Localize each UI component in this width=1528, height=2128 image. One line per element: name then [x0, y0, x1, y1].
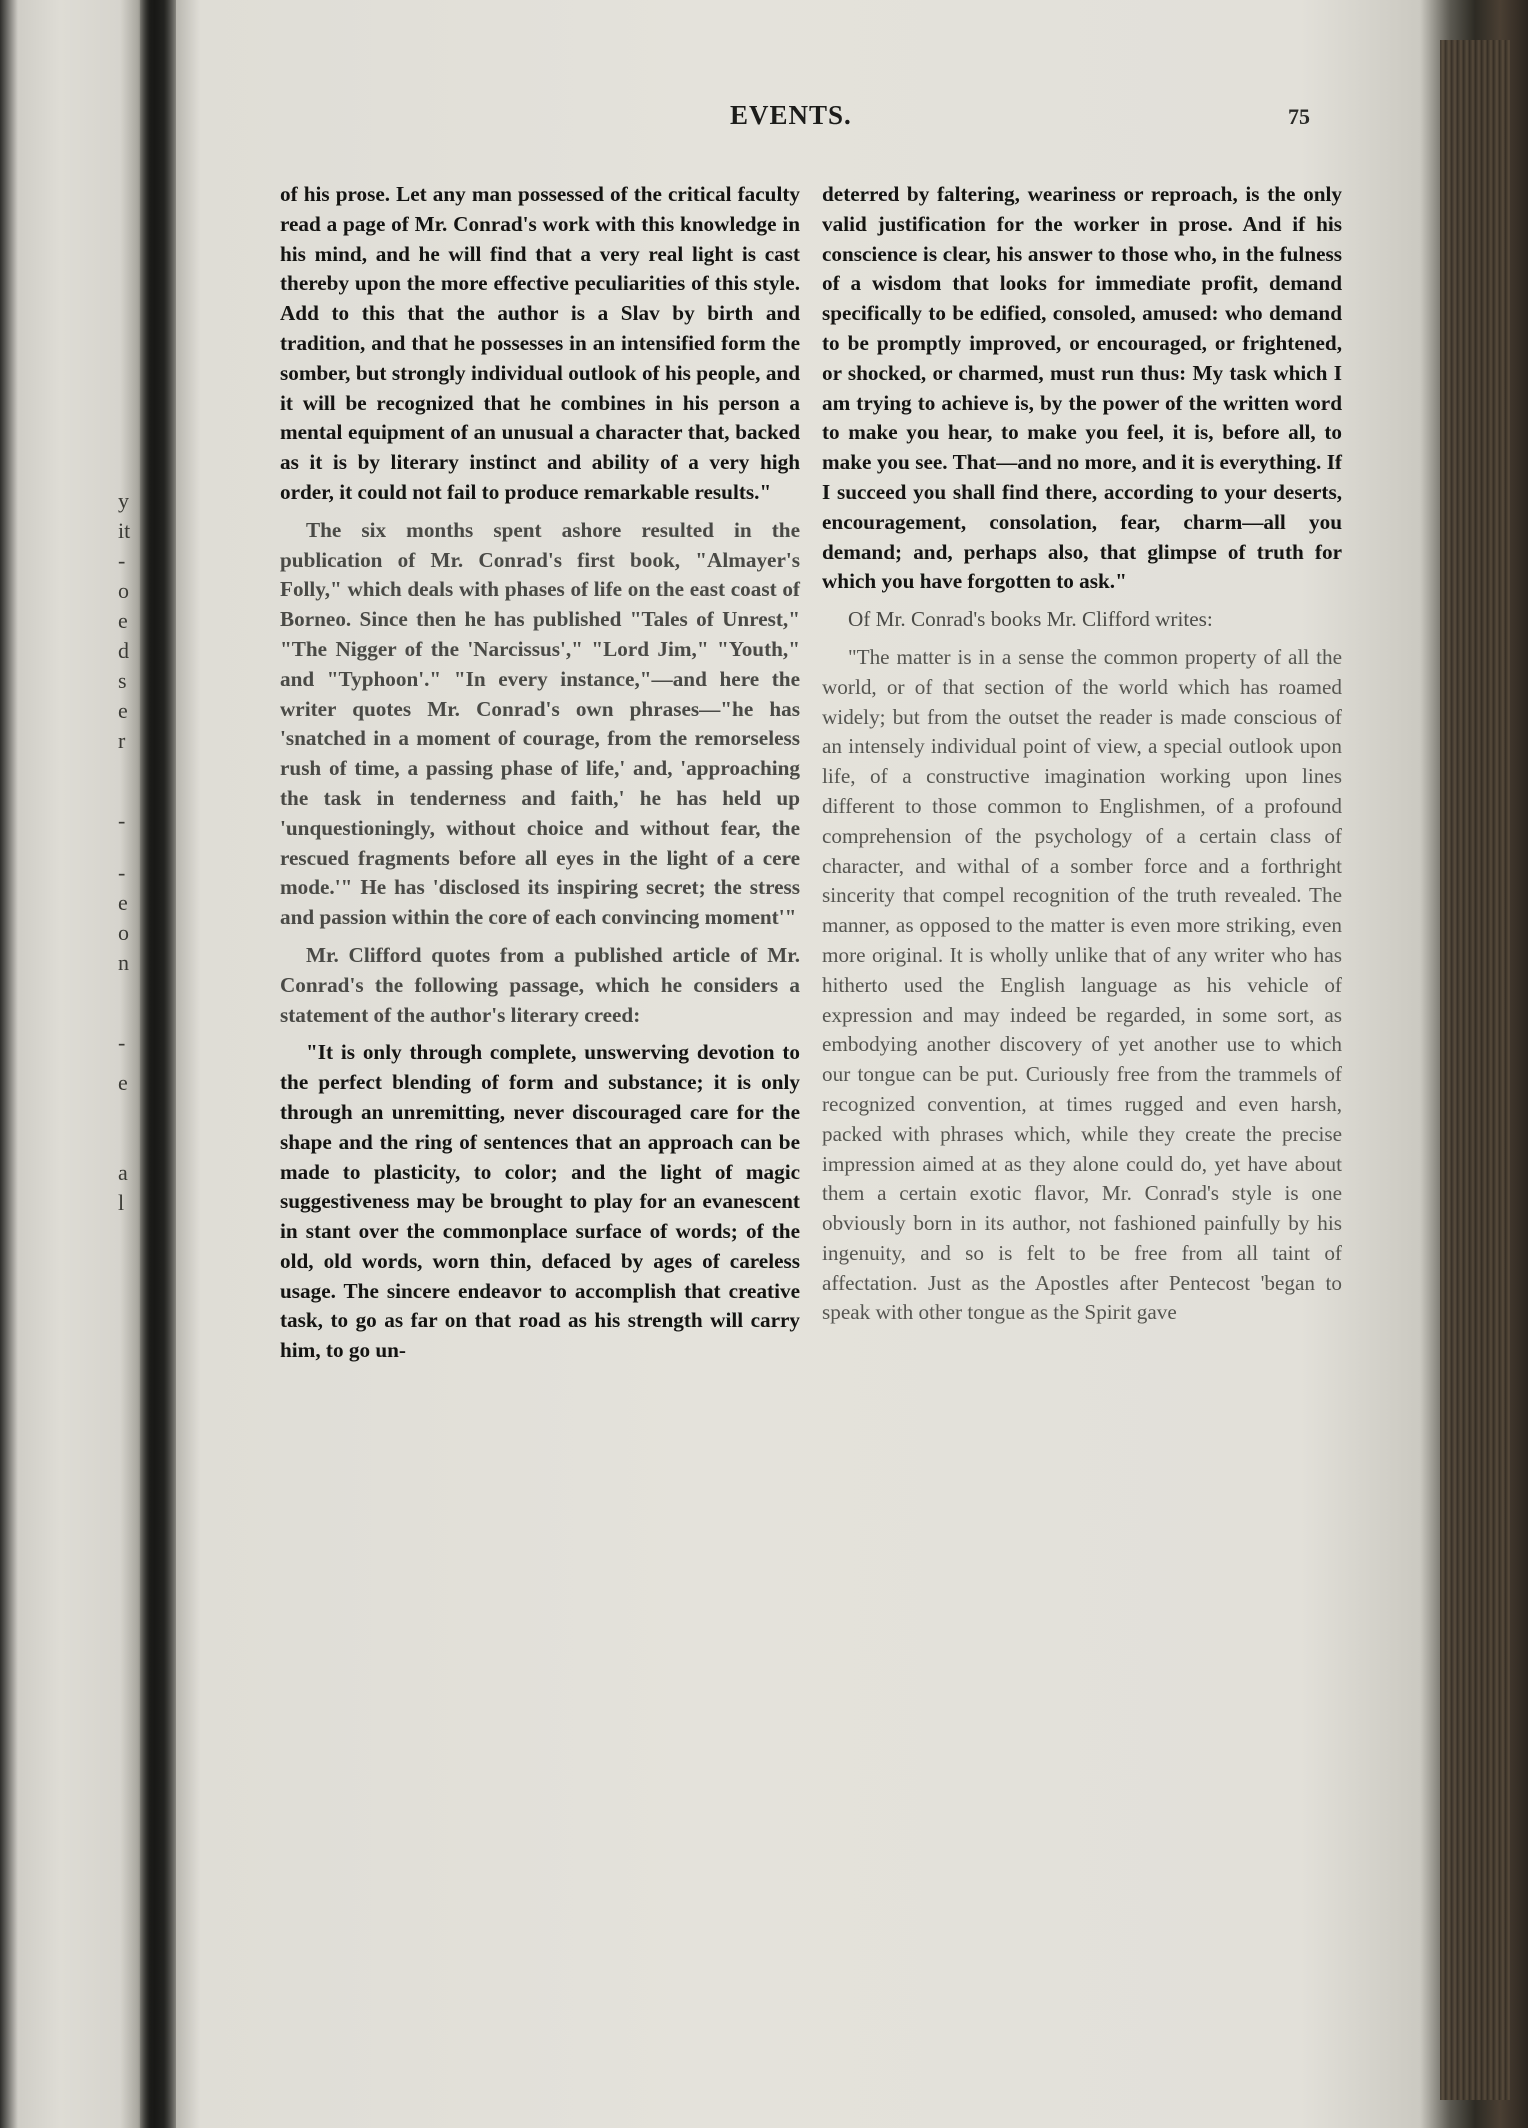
facing-page-fragment: - — [118, 860, 126, 885]
facing-page-fragment: s — [118, 668, 127, 693]
book-spine-shadow — [140, 0, 176, 2128]
paragraph: The six months spent ashore resulted in the publication of Mr. Conrad's first book, "Almayer's Folly," which deals with phases of life on the east coast of Borneo. Since then he has published "Tales of Unrest," "The Nigger of the 'Narcissus'," "Lord Jim," "Youth," and "Typhoon'." "In every instance,"—and here the writer quotes Mr. Conrad's own phrases—"he has 'snatched in a moment of courage, from the remorseless rush of time, a passing phase of life,' and, 'approaching the task in tenderness and faith,' he has held up 'unquestioningly, without choice and without fear, the rescued fragments before all eyes in the light of a cere mode.'" He has 'disclosed its inspiring secret; the stress and passion within the core of each convincing moment'" — [280, 517, 800, 930]
left-column — [280, 180, 800, 1374]
facing-page-fragment: n — [118, 950, 129, 975]
page-number: 75 — [1288, 104, 1310, 129]
facing-page-fragment: e — [118, 1070, 128, 1095]
page-header — [650, 100, 1340, 140]
facing-page-fragment: e — [118, 698, 128, 723]
paragraph: Of Mr. Conrad's books Mr. Clifford writes: — [848, 607, 1213, 632]
facing-page-fragment: e — [118, 608, 128, 633]
facing-page-fragment: - — [118, 548, 126, 573]
facing-page-fragment: - — [118, 808, 126, 833]
facing-page-fragment: l — [118, 1190, 125, 1215]
paragraph: "It is only through complete, unswerving devotion to the perfect blending of form and substance; it is only through an unremitting, never discouraged care for the shape and the ring of sentences that an approach can be made to plasticity, to color; and the light of magic suggestiveness may be brought to play for an evanescent in stant over the commonplace surface of words; of the old, old words, worn thin, defaced by ages of careless usage. The sincere endeavor to accomplish that creative task, to go as far on that road as his strength will carry him, to go un- — [280, 1040, 800, 1363]
paragraph: "The matter is in a sense the common property of all the world, or of that section of the world which has roamed widely; but from the outset the reader is made conscious of an intensely individual point of view, a special outlook upon life, of a constructive imagination working upon lines different to those common to Englishmen, of a profound comprehension of the psychology of a certain class of character, and withal of a somber force and a forthright sincerity that compel recognition of the truth revealed. The manner, as opposed to the matter is even more striking, even more original. It is wholly unlike that of any writer who has hitherto used the English language as his vehicle of expression and may indeed be regarded, in some sort, as embodying another discovery of yet another use to which our tongue can be put. Curiously free from the trammels of recognized convention, at times rugged and even harsh, packed with phrases which, while they create the precise impression aimed at as they alone could do, yet have about them a certain exotic flavor, Mr. Conrad's style is one obviously born in its author, not fashioned painfully by his ingenuity, and so is felt to be free from all taint of affectation. Just as the Apostles after Pentecost 'began to speak with other tongue as the Spirit gave — [822, 644, 1342, 1325]
paragraph: of his prose. Let any man possessed of the critical faculty read a page of Mr. Conrad's work with this knowledge in his mind, and he will find that a very real light is cast thereby upon the more effective peculiarities of this style. Add to this that the author is a Slav by birth and tradition, and that he possesses in an intensified form the somber, but strongly individual outlook of his people, and it will be recognized that he combines in his person a mental equipment of an unusual a character that, backed as it is by literary instinct and ability of a very high order, it could not fail to produce remarkable results." — [280, 182, 800, 504]
facing-page-fragment: o — [118, 920, 129, 945]
facing-page-edge — [0, 0, 148, 2128]
paragraph: deterred by faltering, weariness or reproach, is the only valid justification for the worker in prose. And if his conscience is clear, his answer to those who, in the fulness of a wisdom that looks for immediate profit, demand specifically to be edified, consoled, amused: who demand to be promptly improved, or encouraged, or frightened, or shocked, or charmed, must run thus: My task which I am trying to achieve is, by the power of the written word to make you hear, to make you feel, it is, before all, to make you see. That—and no more, and it is everything. If I succeed you shall find there, according to your deserts, encouragement, consolation, fear, charm—all you demand; and, perhaps also, that glimpse of truth for which you have forgotten to ask." — [822, 182, 1342, 594]
facing-page-fragment: e — [118, 890, 128, 915]
facing-page-fragment: it — [118, 518, 131, 543]
right-column — [822, 180, 1342, 1336]
facing-page-fragment: o — [118, 578, 129, 603]
facing-page-fragment: d — [118, 638, 129, 663]
page-block-edges — [1440, 40, 1510, 2100]
paragraph: Mr. Clifford quotes from a published article of Mr. Conrad's the following passage, which he considers a statement of the author's literary creed: — [280, 942, 800, 1027]
facing-page-fragment: y — [118, 488, 129, 513]
facing-page-fragment: a — [118, 1160, 128, 1185]
facing-page-fragment: r — [118, 728, 126, 753]
running-head: EVENTS. — [730, 100, 852, 130]
facing-page-fragment: - — [118, 1030, 126, 1055]
